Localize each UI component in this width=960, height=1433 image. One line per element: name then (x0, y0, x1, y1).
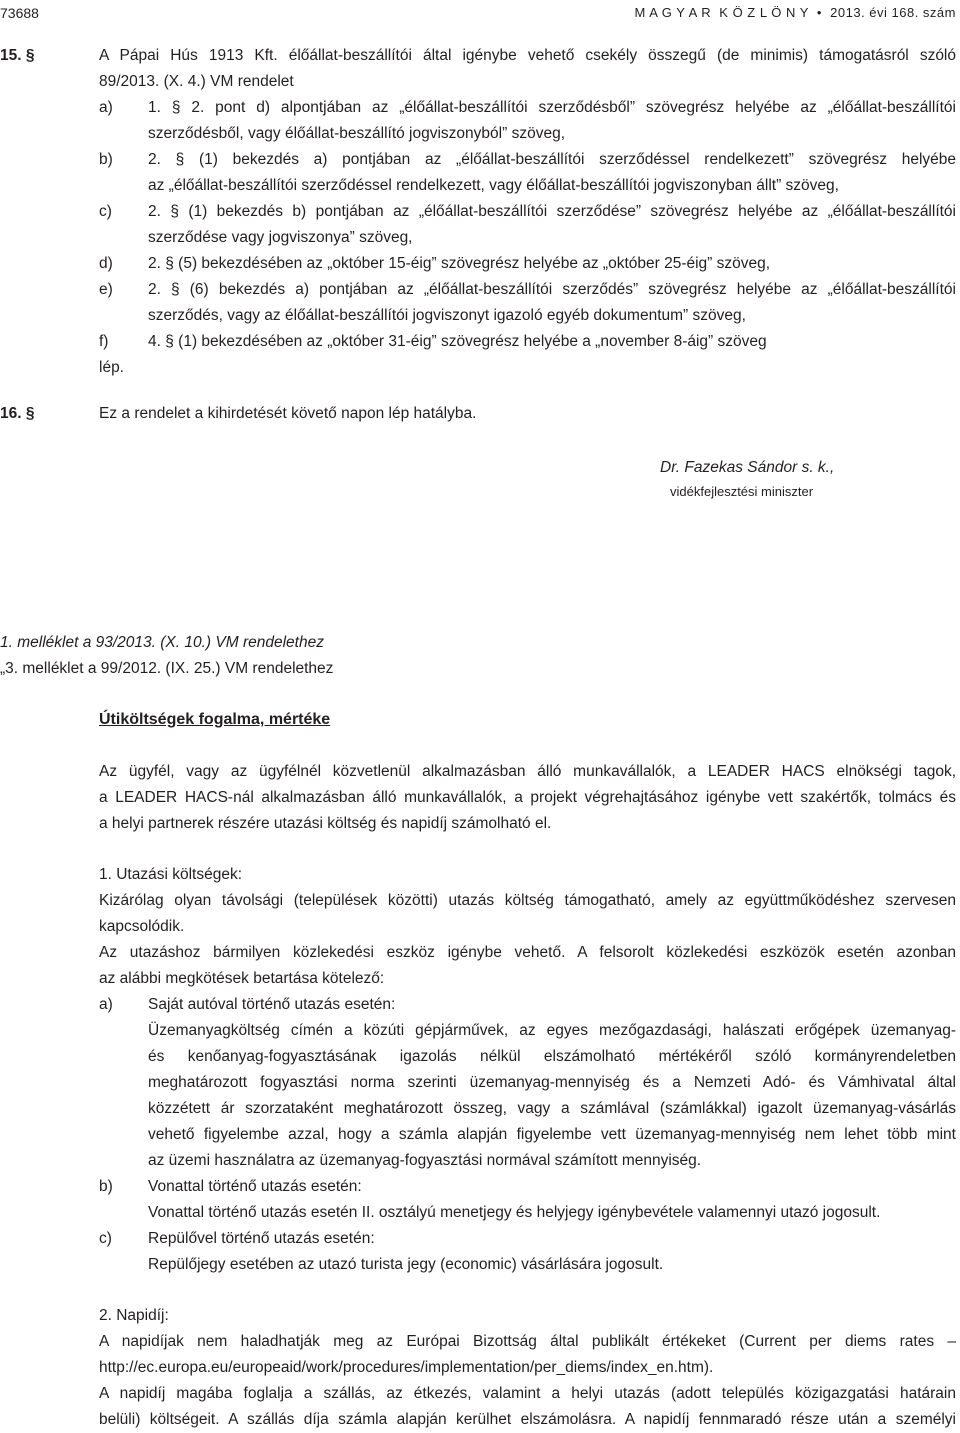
page-number: 73688 (0, 5, 39, 21)
item-label: f) (99, 333, 109, 350)
item-label: c) (99, 203, 112, 220)
subsection-title: 1. Utazási költségek: (99, 866, 243, 883)
item-label: d) (99, 255, 113, 272)
item-text: 4. § (1) bekezdésében az „október 31-éig” szövegrész helyébe a „november 8-áig” szöveg (148, 333, 767, 350)
paragraph-line: az alábbi megkötések betartása kötelező: (99, 970, 385, 987)
item-text: szerződés, vagy az élőállat-beszállítói jogviszonyt igazoló egyéb dokumentum” szöveg, (148, 307, 746, 324)
paragraph-line: http://ec.europa.eu/europeaid/work/procedures/implementation/per_diems/index_en.htm). (99, 1359, 714, 1376)
intro-line: a helyi partnerek részére utazási költség és napidíj számolható el. (99, 815, 552, 832)
item-text: 1. § 2. pont d) alpontjában az „élőállat-beszállítói szerződésből” szövegrész helyébe az „élőállat-beszállítói (148, 99, 956, 116)
section-title-line: 89/2013. (X. 4.) VM rendelet (99, 73, 294, 90)
item-label: a) (99, 996, 113, 1013)
signature-title: vidékfejlesztési miniszter (670, 484, 814, 499)
intro-line: Az ügyfél, vagy az ügyfélnél közvetlenül alkalmazásban álló munkavállalók, a LEADER HACS elnökségi tagok, (99, 763, 956, 780)
item-label: e) (99, 281, 113, 298)
section-number: 16. § (0, 405, 35, 422)
item-text: szerződése vagy jogviszonya” szöveg, (148, 229, 413, 246)
item-label: a) (99, 99, 113, 116)
intro-line: a LEADER HACS-nál alkalmazásban álló munkavállalók, a projekt végrehajtásához igénybe vett szakértők, tolmács és (99, 789, 956, 806)
item-text: az üzemi használatra az üzemanyag-fogyasztási normával számított mennyiség. (148, 1152, 702, 1169)
item-text: vehető figyelembe azzal, hogy a számla alapján figyelembe vett üzemanyag-mennyiség nem lehet több mint (148, 1126, 956, 1143)
item-text: 2. § (1) bekezdés b) pontjában az „élőállat-beszállítói szerződése” szövegrész helyébe az „élőállat-beszállítói (148, 203, 956, 220)
section-text: Ez a rendelet a kihirdetését követő napon lép hatályba. (99, 405, 477, 422)
section-title-line: A Pápai Hús 1913 Kft. élőállat-beszállítói által igénybe vehető csekély összegű (de minimis) támogatásról szóló (99, 47, 956, 64)
item-text: és kenőanyag-fogyasztásának igazolás nélkül elszámolható mértékéről szóló kormányrendeletben (148, 1048, 956, 1065)
paragraph-line: Kizárólag olyan távolsági (települések közötti) utazás költség támogatható, amely az együttműködéshez szervesen (99, 892, 956, 909)
annex-heading: 1. melléklet a 93/2013. (X. 10.) VM rendelethez (0, 634, 324, 651)
item-title: Vonattal történő utazás esetén: (148, 1178, 362, 1195)
paragraph-line: belüli) költségeit. A szállás díja számla alapján kerülhet elszámolásra. A napidíj fennmaradó része után a személyi (99, 1411, 956, 1428)
item-text: szerződésből, vagy élőállat-beszállító jogviszonyból” szöveg, (148, 125, 565, 142)
item-title: Repülővel történő utazás esetén: (148, 1230, 375, 1247)
annex-reference: „3. melléklet a 99/2012. (IX. 25.) VM rendelethez (0, 660, 334, 677)
item-text: 2. § (1) bekezdés a) pontjában az „élőállat-beszállítói szerződéssel rendelkezett” szövegrész helyébe (148, 151, 956, 168)
item-title: Saját autóval történő utazás esetén: (148, 996, 396, 1013)
item-text: lép. (99, 359, 124, 376)
paragraph-line: A napidíjak nem haladhatják meg az Európai Bizottság által publikált értékeket (Current per diems rates – (99, 1333, 956, 1350)
subsection-title: 2. Napidíj: (99, 1307, 169, 1324)
section-number: 15. § (0, 47, 35, 64)
item-text: Vonattal történő utazás esetén II. osztályú menetjegy és helyjegy igénybevétele valamennyi utazó jogosult. (148, 1204, 881, 1221)
item-label: b) (99, 1178, 113, 1195)
publication-header: M A G Y A R K Ö Z L Ö N Y • 2013. évi 168. szám (634, 5, 956, 20)
item-text: meghatározott fogyasztási norma szerinti üzemanyag-mennyiség és a Nemzeti Adó- és Vámhivatal által (148, 1074, 956, 1091)
item-text: 2. § (5) bekezdésében az „október 15-éig” szövegrész helyébe az „október 25-éig” szöveg, (148, 255, 771, 272)
item-label: b) (99, 151, 113, 168)
item-text: 2. § (6) bekezdés a) pontjában az „élőállat-beszállítói szerződés” szövegrész helyébe az „élőállat-beszállítói (148, 281, 956, 298)
item-text: közzétett ár szorzataként meghatározott összeg, vagy a számlával (számlákkal) igazolt üzemanyag-vásárlás (148, 1100, 956, 1117)
signature-name: Dr. Fazekas Sándor s. k., (660, 459, 835, 476)
paragraph-line: kapcsolódik. (99, 918, 185, 935)
paragraph-line: Az utazáshoz bármilyen közlekedési eszköz igénybe vehető. A felsorolt közlekedési eszközök esetén azonban (99, 944, 956, 961)
item-label: c) (99, 1230, 112, 1247)
item-text: Üzemanyagköltség címén a közúti gépjárművek, az egyes mezőgazdasági, halászati erőgépek üzemanyag- (148, 1022, 956, 1039)
item-text: Repülőjegy esetében az utazó turista jegy (economic) vásárlására jogosult. (148, 1256, 664, 1273)
annex-title: Útiköltségek fogalma, mértéke (99, 711, 331, 728)
item-text: az „élőállat-beszállítói szerződéssel rendelkezett, vagy élőállat-beszállítói jogviszonyban állt” szöveg, (148, 177, 839, 194)
paragraph-line: A napidíj magába foglalja a szállás, az étkezés, valamint a helyi utazás (adott település közigazgatási határain (99, 1385, 956, 1402)
